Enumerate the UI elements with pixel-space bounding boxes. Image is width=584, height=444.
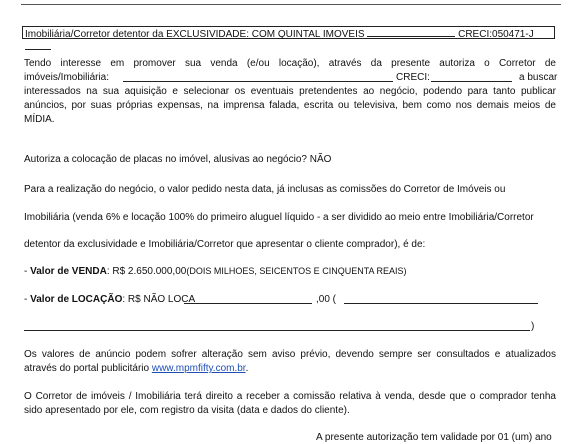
exclusivity-creci-blank[interactable] [25, 40, 51, 50]
rent-words-continuation-blank[interactable] [24, 330, 530, 331]
commission-line-3: detentor da exclusividade e Imobiliária/Corretor que apresentar o cliente comprador), é de: [24, 239, 426, 250]
broker-rights-line-1: O Corretor de imóveis / Imobiliária terá direito a receber a comissão relativa à venda, desde que o comprador tenha [24, 391, 556, 402]
rent-value-close: ) [531, 321, 535, 332]
intro-line-2-start: imóveis/Imobiliária: [24, 72, 110, 83]
commission-line-1: Para a realização do negócio, o valor pedido nesta data, já inclusas as comissões do Corretor de Imóveis ou [24, 184, 506, 195]
exclusivity-box [22, 26, 555, 39]
rent-value-blank[interactable] [184, 303, 312, 304]
intro-line-1: Tendo interesse em promover sua venda (e/ou locação), através da presente autoriza o Corretor de [24, 58, 556, 69]
broker-rights-line-2: sido apresentado por ele, com registro da visita (data e dados do cliente). [24, 405, 350, 416]
sale-value-words: (DOIS MILHOES, SEICENTOS E CINQUENTA REAIS) [186, 266, 407, 276]
exclusivity-label: Imobiliária/Corretor detentor da EXCLUSIVIDADE: COM QUINTAL IMOVEIS [25, 29, 365, 40]
portal-link[interactable]: www.mpmfifty.com.br [151, 363, 246, 374]
ad-values-line-2 [24, 362, 248, 375]
intro-line-2-end: a buscar [519, 72, 558, 83]
rent-value-cents: ,00 ( [316, 294, 337, 305]
ad-values-line-2-start: através do portal publicitário [24, 363, 150, 374]
ad-values-line-1: Os valores de anúncio podem sofrer alteração sem aviso prévio, devendo sempre ser consultados e atualizados [24, 349, 556, 360]
intro-line-5: MÍDIA. [24, 114, 55, 125]
sale-value-prefix: - [24, 266, 31, 277]
intro-line-2-creci: CRECI: [396, 72, 430, 83]
sale-value-amount: : R$ 2.650.000,00 [106, 266, 187, 277]
rent-value-label: Valor de LOCAÇÃO [30, 294, 123, 305]
validity-text: A presente autorização tem validade por 01 (um) ano [316, 432, 552, 443]
exclusivity-creci: CRECI:050471-J [458, 29, 534, 40]
rent-value-row [24, 293, 195, 306]
rent-value-prefix: - [24, 294, 31, 305]
broker-name-blank[interactable] [123, 81, 393, 82]
sale-value-row [24, 265, 407, 278]
exclusivity-blank[interactable] [367, 27, 455, 37]
rent-words-blank[interactable] [344, 303, 538, 304]
ad-values-line-2-end: . [245, 363, 249, 374]
broker-creci-blank[interactable] [431, 81, 512, 82]
intro-line-4: anúncios, por suas próprias expensas, na imprensa falada, escrita ou televisiva, bem como nos demais meios de [24, 100, 556, 111]
signs-question: Autoriza a colocação de placas no imóvel, alusivas ao negócio? NÃO [24, 154, 332, 165]
rent-value-amount: : R$ NÃO LOCA [122, 294, 196, 305]
top-divider [21, 4, 561, 5]
sale-value-label: Valor de VENDA [30, 266, 107, 277]
commission-line-2: Imobiliária (venda 6% e locação 100% do primeiro aluguel líquido - a ser dividido ao meio entre Imobiliária/Corretor [24, 212, 534, 223]
intro-line-3: interessados na sua aquisição e selecionar os eventuais pretendentes ao negócio, podendo para tanto publicar [24, 86, 556, 97]
